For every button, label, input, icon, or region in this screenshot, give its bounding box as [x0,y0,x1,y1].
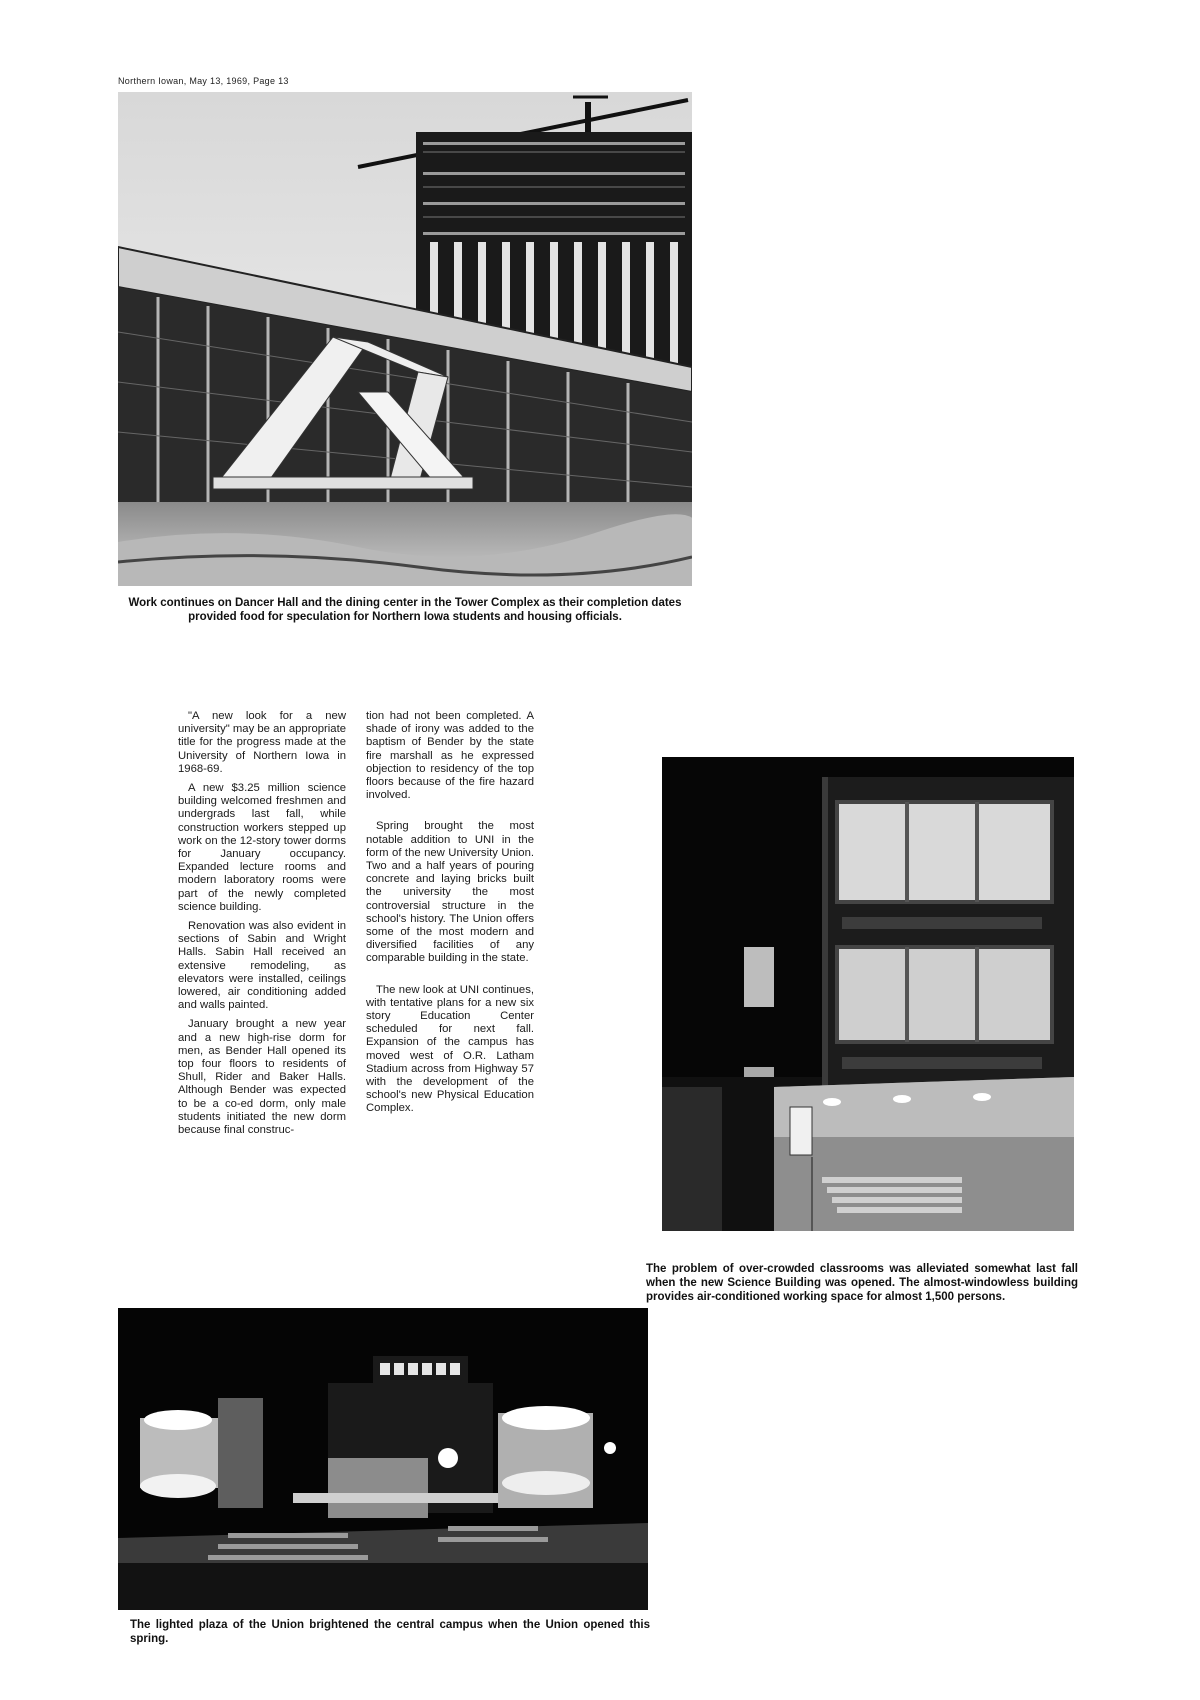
article-paragraph: Spring brought the most notable addition to UNI in the form of the new University Union. Two and a half years of pouring concrete and laying bricks built the university the most controversial structure in the school's history. The Union offers some of the most modern and diversified facilities of any comparable building in the state. [366,820,534,965]
union-plaza-image [118,1308,648,1610]
photo-caption-right: The problem of over-crowded classrooms was alleviated somewhat last fall when the new Science Building was opened. The almost-windowless building provides air-conditioned working space for almost 1,500 persons. [646,1263,1078,1303]
article-paragraph: Renovation was also evident in sections of Sabin and Wright Halls. Sabin Hall received an extensive remodeling, as elevators were installed, ceilings lowered, air conditioning added and walls painted. [178,920,346,1012]
article-column-2 [366,710,534,1122]
science-building-image [662,757,1074,1231]
photo-caption-top: Work continues on Dancer Hall and the dining center in the Tower Complex as their completion dates provided food for speculation for Northern Iowa students and housing officials. [128,597,682,623]
photo-caption-bottom: The lighted plaza of the Union brightened the central campus when the Union opened this spring. [130,1619,650,1645]
article-column-1 [178,710,346,1143]
construction-scene-image [118,92,692,586]
article-paragraph: tion had not been completed. A shade of irony was added to the baptism of Bender by the state fire marshall as he expressed objection to residency of the top floors because of the fire hazard involved. [366,710,534,802]
page-header: Northern Iowan, May 13, 1969, Page 13 [118,76,289,86]
photo-union-plaza [118,1308,648,1610]
article-paragraph: The new look at UNI continues, with tentative plans for a new six story Education Center scheduled for next fall. Expansion of the campus has moved west of O.R. Latham Stadium across from Highway 57 with the development of the school's new Physical Education Complex. [366,983,534,1115]
article-paragraph: "A new look for a new university" may be an appropriate title for the progress made at the University of Northern Iowa in 1968-69. [178,710,346,775]
photo-science-building [662,757,1074,1231]
photo-dancer-hall-construction [118,92,692,586]
article-paragraph: January brought a new year and a new high-rise dorm for men, as Bender Hall opened its top four floors to residents of Shull, Rider and Baker Halls. Although Bender was expected to be a co-ed dorm, only male students initiated the new dorm because final construc- [178,1018,346,1137]
article-paragraph: A new $3.25 million science building welcomed freshmen and undergrads last fall, while construction workers stepped up work on the 12-story tower dorms for January occupancy. Expanded lecture rooms and modern laboratory rooms were part of the newly completed science building. [178,782,346,913]
